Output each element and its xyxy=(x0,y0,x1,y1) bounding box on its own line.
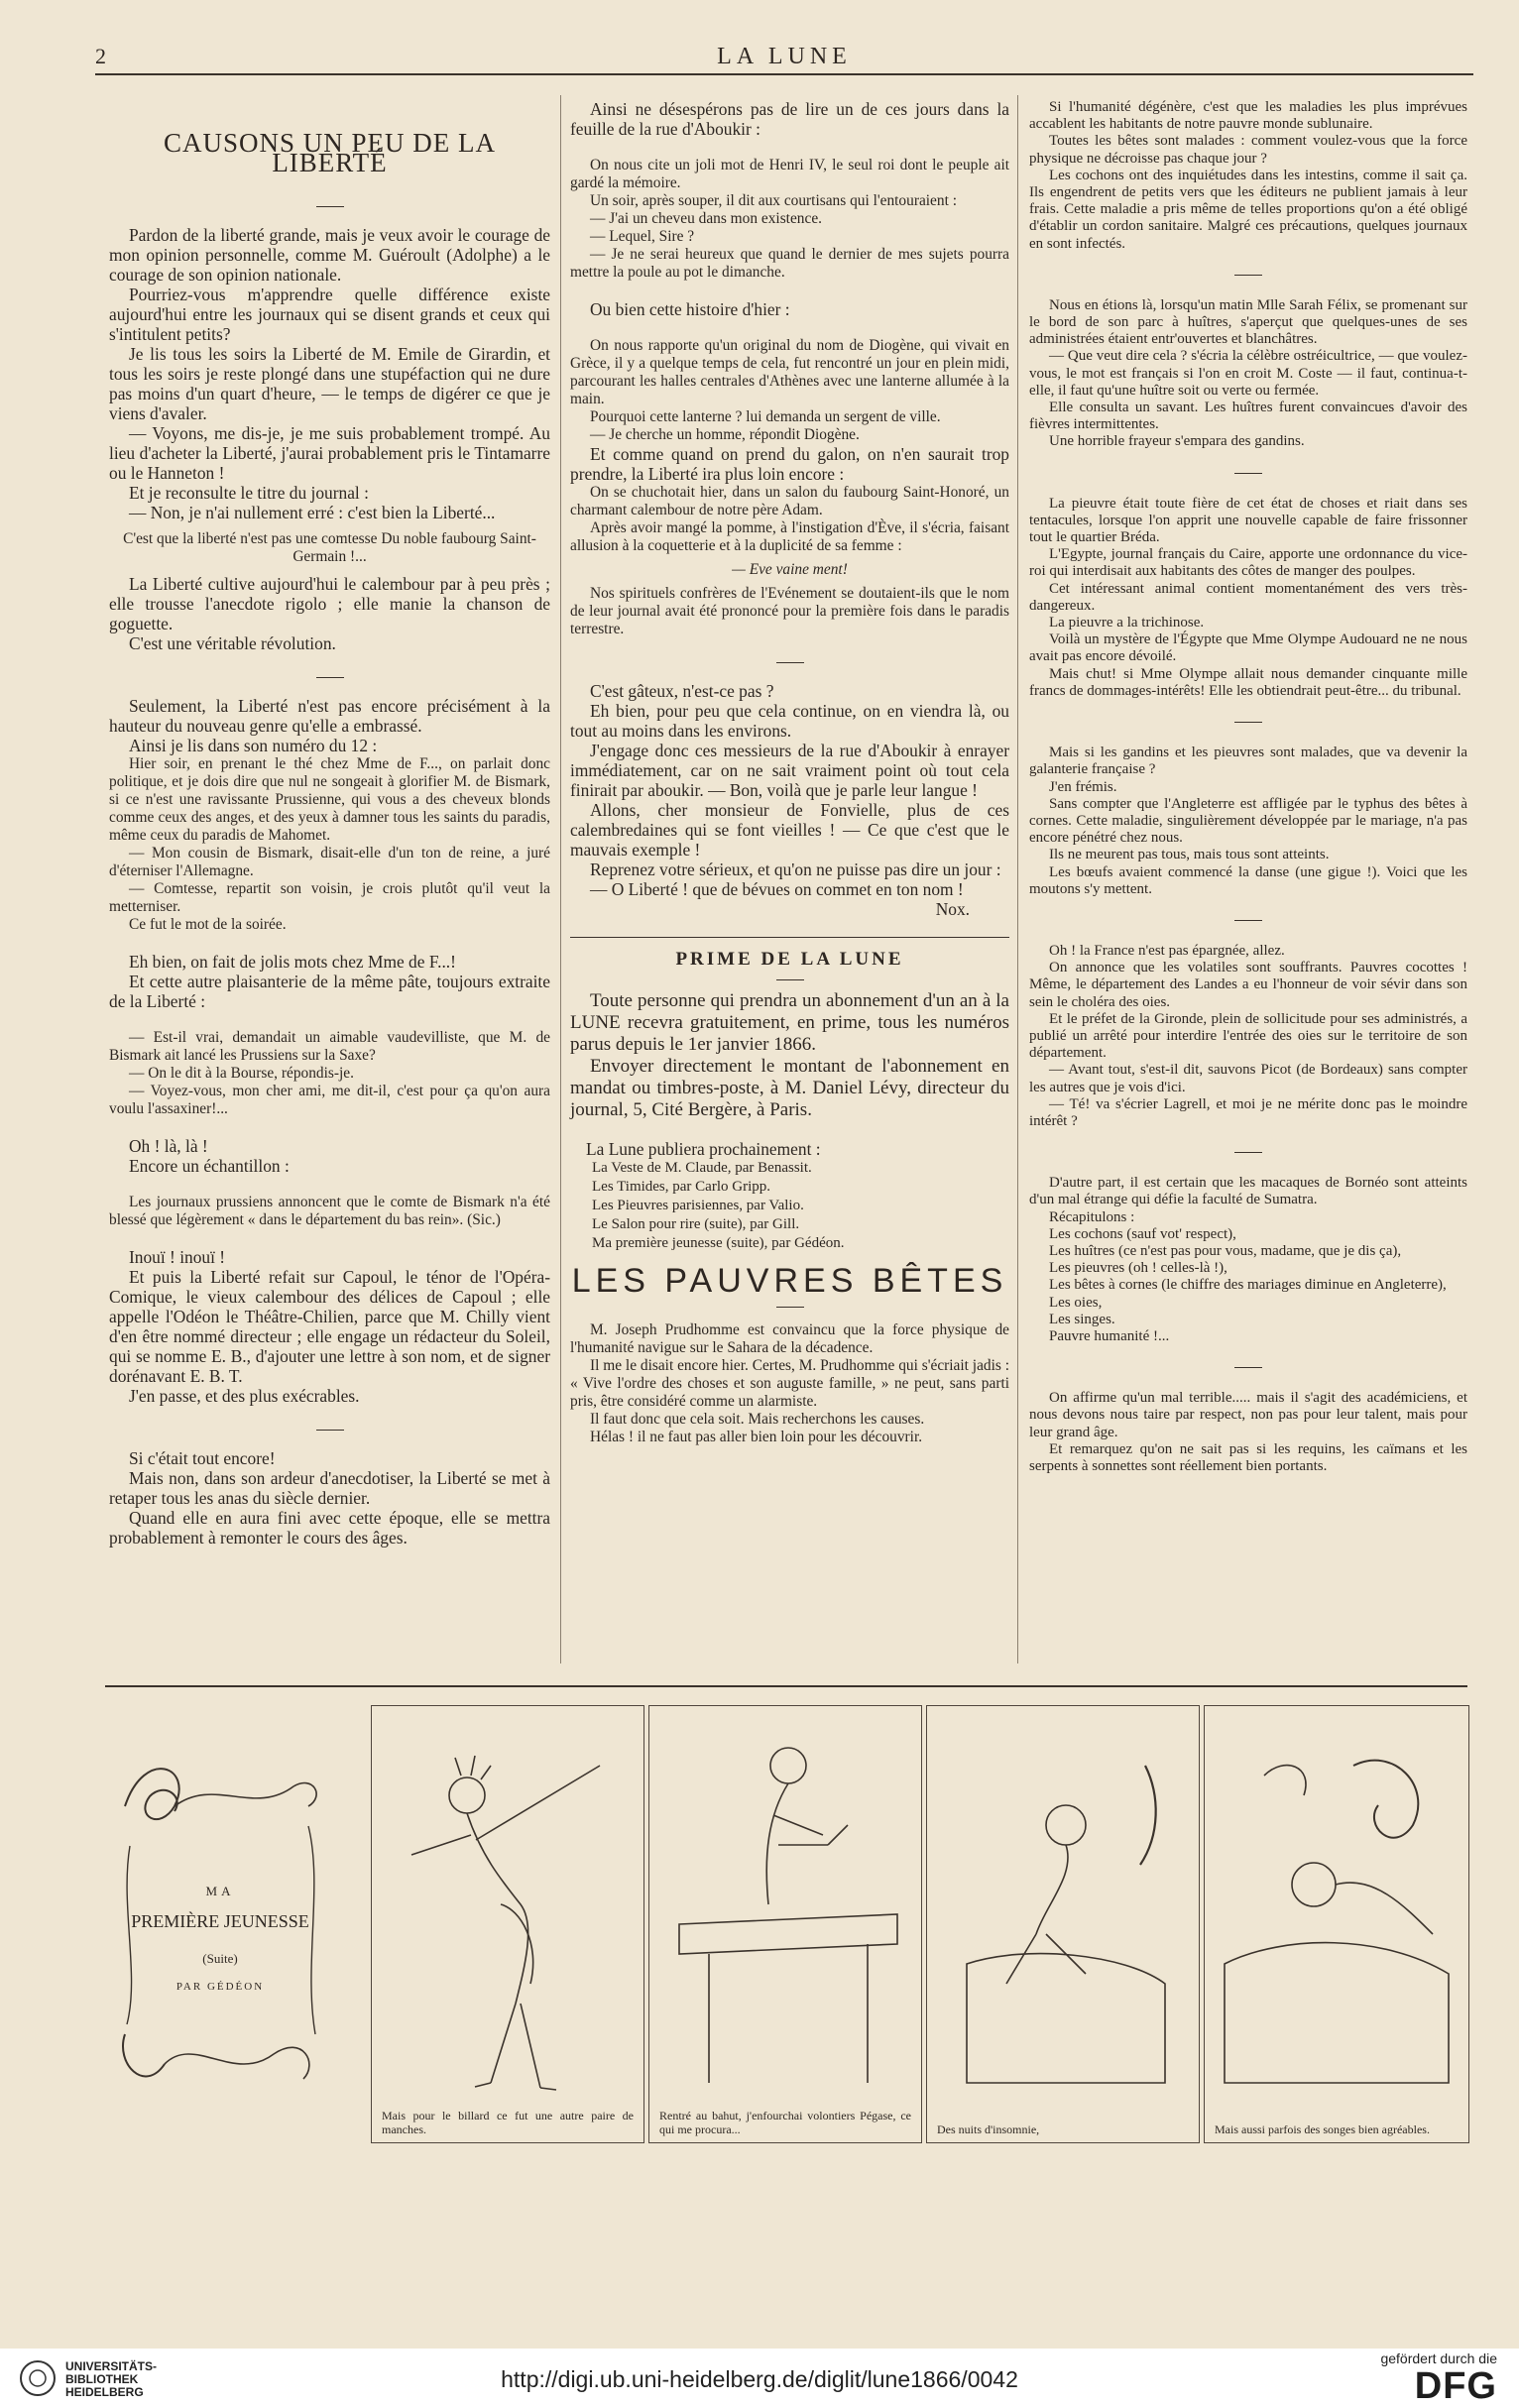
library-line: UNIVERSITÄTS- xyxy=(65,2359,158,2373)
paragraph: C'est une véritable révolution. xyxy=(129,633,336,653)
paragraph: Toutes les bêtes sont malades : comment voulez-vous que la force physique ne décroisse pas chaque jour ? xyxy=(1029,133,1467,167)
paragraph: Ils ne meurent pas tous, mais tous sont atteints. xyxy=(1049,847,1330,863)
signature: Nox. xyxy=(935,899,970,919)
paragraph: Nous en étions là, lorsqu'un matin Mlle Sarah Félix, se promenant sur le bord de son parc à huîtres, s'aperçut que quelques-unes de ses administrées étaient entr'ouvertes et blanchâtres. xyxy=(1029,296,1467,348)
dfg-logo: DFG xyxy=(1414,2365,1497,2407)
illustration-caption: Mais pour le billard ce fut une autre paire de manches. xyxy=(382,2109,634,2136)
illustration-panel-4 xyxy=(1204,1705,1469,2143)
paragraph: Pourriez-vous m'apprendre quelle différence existe aujourd'hui entre les journaux qui se disent grands et ceux qui s'intitulent petits? xyxy=(109,285,550,344)
forthcoming-list xyxy=(570,1159,1009,1253)
paragraph: Mais chut! si Mme Olympe allait nous demander cinquante mille francs de dommages-intérêts! Elle les obtiendrait peut-être... du tribunal. xyxy=(1029,665,1467,699)
paragraph: Il faut donc que cela soit. Mais recherchons les causes. xyxy=(590,1411,925,1428)
paragraph: Une horrible frayeur s'empara des gandins. xyxy=(1049,433,1305,450)
paragraph: Quand elle en aura fini avec cette époque, elle se mettra probablement à remonter le cours des âges. xyxy=(109,1508,550,1548)
quoted-excerpt: — Mon cousin de Bismark, disait-elle d'un ton de reine, a juré d'éterniser l'Allemagne. xyxy=(109,845,550,879)
quoted-excerpt: — Lequel, Sire ? xyxy=(590,228,695,245)
funding-note: gefördert durch die xyxy=(1380,2351,1497,2366)
separator xyxy=(316,677,344,678)
paragraph: J'engage donc ces messieurs de la rue d'Aboukir à enrayer immédiatement, car on ne sait vraiment point où tout cela finirait par aboukir. — Bon, voilà que je parle leur langue ! xyxy=(570,741,1009,800)
paragraph: Récapitulons : xyxy=(1049,1208,1135,1225)
paragraph: Oh ! la France n'est pas épargnée, allez. xyxy=(1049,942,1285,959)
digitization-footer xyxy=(0,2349,1519,2408)
paragraph: M. Joseph Prudhomme est convaincu que la force physique de l'humanité navigue sur le Sahara de la décadence. xyxy=(570,1321,1009,1356)
list-item: Ma première jeunesse (suite), par Gédéon. xyxy=(592,1235,845,1251)
separator xyxy=(776,1307,804,1308)
paragraph: — Que veut dire cela ? s'écria la célèbre ostréicultrice, — que voulez-vous, le mot est français si l'on en croit M. Coste — il faut, continua-t-elle, il faut qu'une huître soit ou verte ou fermée. xyxy=(1029,348,1467,399)
quoted-excerpt: — Je cherche un homme, répondit Diogène. xyxy=(590,426,860,443)
quoted-excerpt: — Voyez-vous, mon cher ami, me dit-il, c'est pour ça qu'on aura voulu l'assaxiner!... xyxy=(109,1083,550,1117)
paragraph: Il me le disait encore hier. Certes, M. Prudhomme qui s'écriait jadis : « Vive l'ordre des choses et son auguste famille, » ne peut, sans parti pris, être considéré comme un alarmiste. xyxy=(570,1357,1009,1410)
article-heading: CAUSONS UN PEU DE LA LIBERTÉ xyxy=(163,128,497,177)
list-item: Les Timides, par Carlo Gripp. xyxy=(592,1179,770,1195)
illustration-ma: MA xyxy=(205,1884,235,1898)
separator xyxy=(1234,722,1262,723)
paragraph: — Voyons, me dis-je, je me suis probablement trompé. Au lieu d'acheter la Liberté, j'aurai probablement pris le Tintamarre ou le Hanneton ! xyxy=(109,423,550,483)
paragraph: — Non, je n'ai nullement erré : c'est bien la Liberté... xyxy=(129,503,496,522)
list-item: Les cochons (sauf vot' respect), xyxy=(1049,1225,1236,1242)
paragraph: — Té! va s'écrier Lagrell, et moi je ne mérite donc pas le moindre intérêt ? xyxy=(1029,1095,1467,1129)
list-item: Les huîtres (ce n'est pas pour vous, madame, que je dis ça), xyxy=(1049,1242,1402,1259)
illustration-title-block xyxy=(105,1737,335,2123)
paragraph: Toute personne qui prendra un abonnement d'un an à la LUNE recevra gratuitement, en prime, tous les numéros parus depuis le 1er janvier 1866. xyxy=(570,990,1009,1055)
paragraph: Les bœufs avaient commencé la danse (une gigue !). Voici que les moutons s'y mettent. xyxy=(1029,863,1467,897)
paragraph: Allons, cher monsieur de Fonvielle, plus de ces calembredaines qui se font vieilles ! — Ce que c'est que le mauvais exemple ! xyxy=(570,800,1009,860)
paragraph: — O Liberté ! que de bévues on commet en ton nom ! xyxy=(590,879,964,899)
paragraph: La Liberté cultive aujourd'hui le calembour par à peu près ; elle trousse l'anecdote rigolo ; elle manie la chanson de goguette. xyxy=(109,574,550,633)
paragraph: Et cette autre plaisanterie de la même pâte, toujours extraite de la Liberté : xyxy=(109,972,550,1011)
paragraph: J'en passe, et des plus exécrables. xyxy=(129,1386,360,1406)
quoted-excerpt: — Je ne serai heureux que quand le dernier de mes sujets pourra mettre la poule au pot le dimanche. xyxy=(570,246,1009,281)
quoted-excerpt: — Comtesse, repartit son voisin, je crois plutôt qu'il veut la metterniser. xyxy=(109,880,550,915)
paragraph: Et comme quand on prend du galon, on n'en saurait trop prendre, la Liberté ira plus loin encore : xyxy=(570,444,1009,484)
paragraph: — Avant tout, s'est-il dit, sauvons Picot (de Bordeaux) sans compter les autres que je vois d'ici. xyxy=(1029,1062,1467,1095)
page-number: 2 xyxy=(95,44,106,68)
separator xyxy=(316,1430,344,1431)
paragraph: Et je reconsulte le titre du journal : xyxy=(129,483,369,503)
column-rule xyxy=(560,95,561,1663)
separator xyxy=(1234,1367,1262,1368)
column-1 xyxy=(109,99,550,1548)
quoted-excerpt: Nos spirituels confrères de l'Evénement se doutaient-ils que le nom de leur journal avait été prononcé pour la première fois dans le paradis terrestre. xyxy=(570,585,1009,637)
paragraph: J'en frémis. xyxy=(1049,778,1117,795)
section-rule xyxy=(570,937,1009,938)
paragraph: Les cochons ont des inquiétudes dans les intestins, comme il sait ça. Ils engendrent de petits vers que les éditeurs ne publient jamais à leur frais. Cette maladie a pris même de telles proportions qu'on a été obligé d'établir un cordon sanitaire. Malgré ces précautions, quelques journaux en sont infectés. xyxy=(1029,167,1467,252)
quoted-excerpt: Pourquoi cette lanterne ? lui demanda un sergent de ville. xyxy=(590,408,941,425)
list-item: Les singes. xyxy=(1049,1311,1115,1327)
quoted-excerpt: Un soir, après souper, il dit aux courtisans qui l'entouraient : xyxy=(590,192,957,209)
separator xyxy=(776,979,804,980)
separator xyxy=(1234,473,1262,474)
article-heading: LES PAUVRES BÊTES xyxy=(571,1262,1008,1300)
paragraph: Si c'était tout encore! xyxy=(129,1448,276,1468)
paragraph: Pardon de la liberté grande, mais je veux avoir le courage de mon opinion personnelle, comme M. Guéroult (Adolphe) a le courage de son opinion nationale. xyxy=(109,225,550,285)
quoted-excerpt: On se chuchotait hier, dans un salon du faubourg Saint-Honoré, un charmant calembour de notre père Adam. xyxy=(570,484,1009,518)
paragraph: Eh bien, pour peu que cela continue, on en viendra là, ou tout au moins dans les environs. xyxy=(570,701,1009,741)
paragraph: Eh bien, on fait de jolis mots chez Mme de F...! xyxy=(129,952,456,972)
paragraph: Et puis la Liberté refait sur Capoul, le ténor de l'Opéra-Comique, le vieux calembour des délices de Capoul ; elle appelle l'Odéon le Théâtre-Chilien, parce que M. Chilly vient d'en être nommé directeur ; elle engage un rédacteur du Soleil, qui se nomme E. B., d'ajouter une lettre à son nom, et de signer dorénavant E. B. T. xyxy=(109,1267,550,1386)
page-header xyxy=(95,40,1473,75)
announcement: La Lune publiera prochainement : xyxy=(586,1139,821,1159)
illustration-caption: Des nuits d'insomnie, xyxy=(937,2122,1040,2136)
quoted-excerpt: On nous cite un joli mot de Henri IV, le seul roi dont le peuple ait gardé la mémoire. xyxy=(570,157,1009,191)
insomnia-scene-drawing xyxy=(927,1706,1199,2142)
quoted-excerpt: — On le dit à la Bourse, répondis-je. xyxy=(129,1065,354,1082)
list-item: Le Salon pour rire (suite), par Gill. xyxy=(592,1216,800,1232)
source-url[interactable]: http://digi.ub.uni-heidelberg.de/diglit/lune1866/0042 xyxy=(501,2366,1018,2392)
quotation: C'est que la liberté n'est pas une comtesse Du noble faubourg Saint-Germain !... xyxy=(123,530,536,565)
list-item: Les Pieuvres parisiennes, par Valio. xyxy=(592,1198,804,1213)
section-rule xyxy=(105,1685,1467,1687)
illustration-author: PAR GÉDÉON xyxy=(175,1981,265,1993)
column-3 xyxy=(1029,99,1467,1475)
illustration-panel-3 xyxy=(926,1705,1200,2143)
paragraph: On annonce que les volatiles sont souffrants. Pauvres cocottes ! Même, le département des Landes a eu l'honneur de voir sévir dans son sein le choléra des oies. xyxy=(1029,960,1467,1010)
quoted-excerpt: — Est-il vrai, demandait un aimable vaudevilliste, que M. de Bismark ait lancé les Prussiens sur la Saxe? xyxy=(109,1029,550,1064)
list-item: Pauvre humanité !... xyxy=(1049,1327,1170,1344)
column-2 xyxy=(570,99,1009,1446)
separator xyxy=(776,662,804,663)
illustration-caption: Rentré au bahut, j'enfourchai volontiers Pégase, ce qui me procura... xyxy=(659,2109,911,2136)
writing-student-drawing xyxy=(649,1706,921,2142)
quoted-excerpt: On nous rapporte qu'un original du nom de Diogène, qui vivait en Grèce, il y a quelque temps de cela, fut rencontré un jour en plein midi, parcourant les halles centrales d'Athènes avec une lanterne allumée à la main. xyxy=(570,337,1009,407)
list-item: Les oies, xyxy=(1049,1294,1103,1311)
paragraph: Hélas ! il ne faut pas aller bien loin pour les découvrir. xyxy=(590,1429,923,1445)
illustration-suite: (Suite) xyxy=(202,1951,238,1966)
paragraph: D'autre part, il est certain que les macaques de Bornéo sont atteints d'un mal étrange qui défie la faculté de Sumatra. xyxy=(1029,1175,1467,1208)
dreaming-sleeper-drawing xyxy=(1205,1706,1468,2142)
column-rule xyxy=(1017,95,1018,1663)
illustration-caption: Mais aussi parfois des songes bien agréables. xyxy=(1215,2122,1430,2136)
paragraph: Reprenez votre sérieux, et qu'on ne puisse pas dire un jour : xyxy=(590,860,1001,879)
illustration-panel-1 xyxy=(371,1705,644,2143)
paragraph: C'est gâteux, n'est-ce pas ? xyxy=(590,681,774,701)
paragraph: Voilà un mystère de l'Égypte que Mme Olympe Audouard ne ne nous avait pas encore dévoilé. xyxy=(1029,631,1467,665)
illustration-panel-2 xyxy=(648,1705,922,2143)
library-line: BIBLIOTHEK xyxy=(65,2372,139,2386)
quoted-excerpt: — Eve vaine ment! xyxy=(732,561,848,578)
separator xyxy=(316,206,344,207)
quoted-excerpt: Les journaux prussiens annoncent que le comte de Bismark n'a été blessé que légèrement « dans le département du bas rein». (Sic.) xyxy=(109,1194,550,1228)
paragraph: Envoyer directement le montant de l'abonnement en mandat ou timbres-poste, à M. Daniel Lévy, directeur du journal, 5, Cité Bergère, à Paris. xyxy=(570,1056,1009,1120)
paragraph: Mais non, dans son ardeur d'anecdotiser, la Liberté se met à retaper tous les anas du siècle dernier. xyxy=(109,1468,550,1508)
paragraph: Cet intéressant animal contient momentanément des vers très-dangereux. xyxy=(1029,580,1467,614)
paragraph: Ainsi je lis dans son numéro du 12 : xyxy=(129,736,378,755)
paragraph: La pieuvre était toute fière de cet état de choses et riait dans ses tentacules, lorsque l'on apprit une nouvelle capable de faire frissonner tout le quartier Bréda. xyxy=(1029,495,1467,546)
list-item: Les bêtes à cornes (le chiffre des mariages diminue en Angleterre), xyxy=(1049,1277,1447,1294)
prime-heading: PRIME DE LA LUNE xyxy=(675,949,904,970)
paragraph: Et remarquez qu'on ne sait pas si les requins, les caïmans et les serpents à sonnettes sont réellement bien portants. xyxy=(1029,1440,1467,1474)
paragraph: Encore un échantillon : xyxy=(129,1156,290,1176)
list-item: Les pieuvres (oh ! celles-là !), xyxy=(1049,1260,1227,1277)
paragraph: Sans compter que l'Angleterre est affligée par le typhus des bêtes à cornes. Cette maladie, singulièrement développée par le mariage, n'a pas encore pénétré chez nous. xyxy=(1029,795,1467,847)
illustration-title: PREMIÈRE JEUNESSE xyxy=(131,1911,309,1931)
quoted-excerpt: Ce fut le mot de la soirée. xyxy=(129,916,287,933)
paragraph: Oh ! là, là ! xyxy=(129,1136,208,1156)
paragraph: Si l'humanité dégénère, c'est que les maladies les plus imprévues accablent les habitants de notre pauvre monde sublunaire. xyxy=(1029,99,1467,133)
quoted-excerpt: Après avoir mangé la pomme, à l'instigation d'Ève, il s'écria, faisant allusion à la coquetterie et à la duplicité de sa femme : xyxy=(570,519,1009,554)
quoted-excerpt: Hier soir, en prenant le thé chez Mme de F..., on parlait donc politique, et je dois dire que nul ne songeait à glorifier M. de Bismark, si ce n'est une ravissante Prussienne, qui vous a des cheveux blonds comme ceux des anges, et des yeux à damner tous les saints du paradis, même ceux du paradis de Mahomet. xyxy=(109,755,550,844)
billiard-player-drawing xyxy=(372,1706,643,2142)
paragraph: Seulement, la Liberté n'est pas encore précisément à la hauteur du nouveau genre qu'elle a embrassé. xyxy=(109,696,550,736)
paragraph: L'Egypte, journal français du Caire, apporte une ordonnance du vice-roi qui interdisait aux habitants des côtes de manger des poulpes. xyxy=(1029,546,1467,580)
library-line: HEIDELBERG xyxy=(65,2385,144,2399)
paragraph: Mais si les gandins et les pieuvres sont malades, que va devenir la galanterie française ? xyxy=(1029,745,1467,778)
paragraph: On affirme qu'un mal terrible..... mais il s'agit des académiciens, et nous devons nous taire par respect, non pas pour leur talent, mais pour leur grand âge. xyxy=(1029,1390,1467,1440)
separator xyxy=(1234,920,1262,921)
paragraph: Je lis tous les soirs la Liberté de M. Emile de Girardin, et tous les soirs je reste plongé dans une stupéfaction qui ne dure pas moins d'un quart d'heure, — le temps de digérer ce que je viens d'avaler. xyxy=(109,344,550,423)
paragraph: Elle consulta un savant. Les huîtres furent convaincues d'avoir des fièvres intermittentes. xyxy=(1029,400,1467,433)
paragraph: Ou bien cette histoire d'hier : xyxy=(590,299,790,319)
paragraph: Et le préfet de la Gironde, plein de sollicitude pour ses administrés, a publié un arrêté pour interdire l'entrée des oies sur le territoire de son département. xyxy=(1029,1010,1467,1062)
paragraph: Inouï ! inouï ! xyxy=(129,1247,226,1267)
illustration-strip xyxy=(105,1697,1467,2145)
paragraph: Ainsi ne désespérons pas de lire un de ces jours dans la feuille de la rue d'Aboukir : xyxy=(570,99,1009,139)
paragraph: La pieuvre a la trichinose. xyxy=(1049,615,1205,631)
quoted-excerpt: — J'ai un cheveu dans mon existence. xyxy=(590,210,822,227)
list-item: La Veste de M. Claude, par Benassit. xyxy=(592,1160,812,1176)
separator xyxy=(1234,275,1262,276)
newspaper-title: LA LUNE xyxy=(717,44,852,69)
separator xyxy=(1234,1152,1262,1153)
